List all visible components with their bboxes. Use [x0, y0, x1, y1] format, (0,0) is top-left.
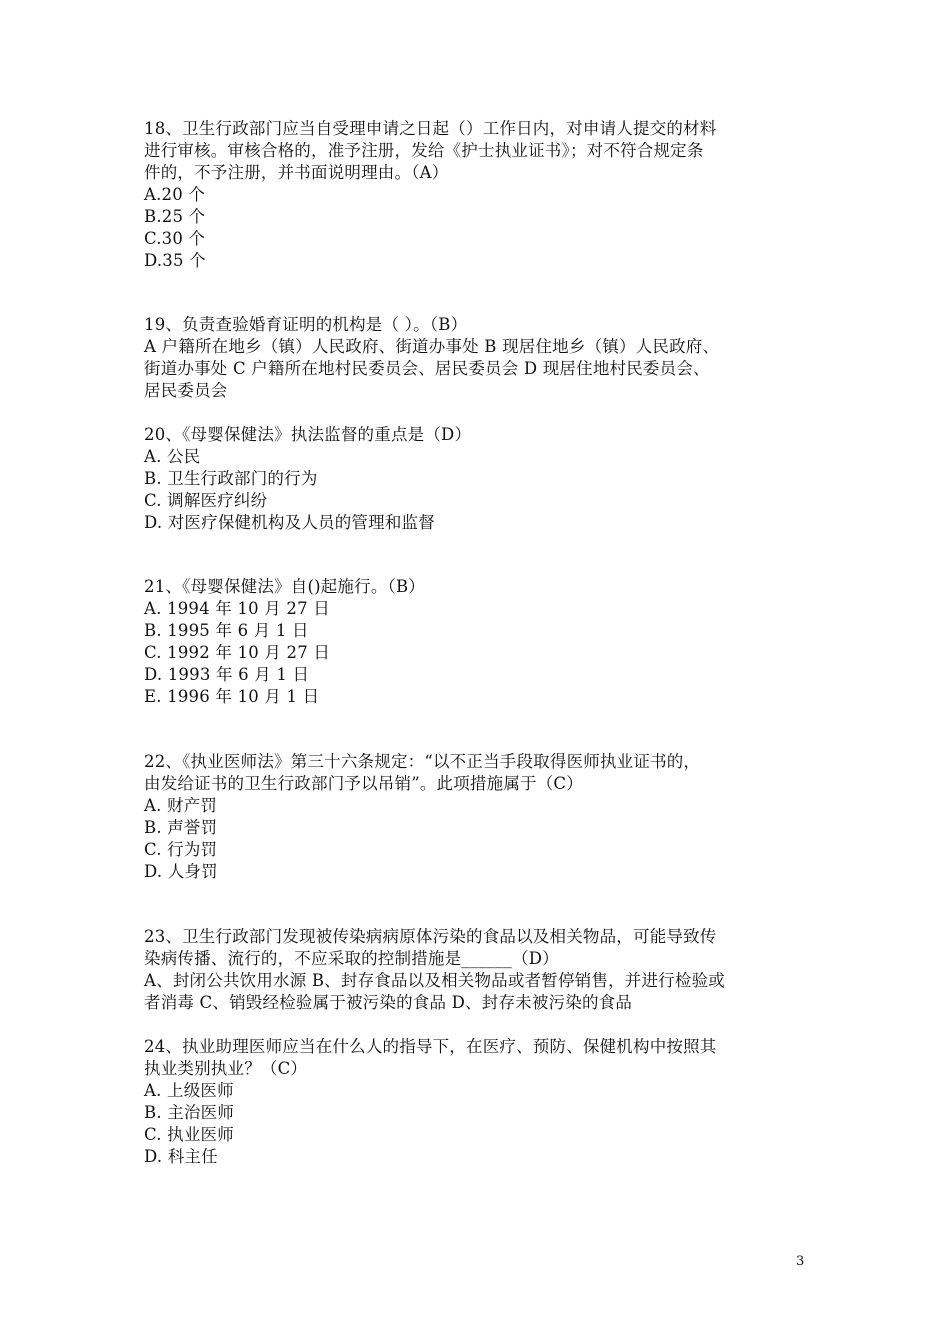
- option-d: D. 人身罚: [144, 862, 218, 881]
- option-e: E. 1996 年 10 月 1 日: [144, 687, 320, 706]
- question-stem-line: 由发给证书的卫生行政部门予以吊销”。此项措施属于（C）: [144, 774, 583, 793]
- option-a: A.20 个: [144, 185, 206, 204]
- question-stem-line: 22、《执业医师法》第三十六条规定：“以不正当手段取得医师执业证书的，: [144, 752, 701, 771]
- option-c: C. 执业医师: [144, 1125, 234, 1144]
- option-b: B. 声誉罚: [144, 818, 218, 837]
- question-19: [144, 314, 824, 402]
- option-d: D. 对医疗保健机构及人员的管理和监督: [144, 513, 435, 532]
- options-line: 者消毒 C、销毁经检验属于被污染的食品 D、封存未被污染的食品: [144, 993, 633, 1012]
- option-a: A. 财产罚: [144, 796, 218, 815]
- question-20: [144, 424, 824, 534]
- option-c: C. 调解医疗纠纷: [144, 491, 268, 510]
- option-c: C. 行为罚: [144, 840, 218, 859]
- options-line: A、封闭公共饮用水源 B、封存食品以及相关物品或者暂停销售，并进行检验或: [144, 971, 725, 990]
- option-a: A. 公民: [144, 447, 201, 466]
- options-line: A 户籍所在地乡（镇）人民政府、街道办事处 B 现居住地乡（镇）人民政府、: [144, 337, 720, 356]
- question-stem-line: 24、执业助理医师应当在什么人的指导下，在医疗、预防、保健机构中按照其: [144, 1037, 717, 1056]
- question-stem-line: 20、《母婴保健法》执法监督的重点是（D）: [144, 425, 472, 444]
- option-b: B. 主治医师: [144, 1103, 235, 1122]
- question-stem-line: 18、卫生行政部门应当自受理申请之日起（）工作日内，对申请人提交的材料: [144, 119, 717, 138]
- question-24: [144, 1036, 824, 1168]
- question-21: [144, 576, 824, 708]
- option-d: D. 1993 年 6 月 1 日: [144, 665, 310, 684]
- question-stem-line: 执业类别执业？（C）: [144, 1059, 308, 1078]
- page-number: 3: [796, 1254, 805, 1269]
- option-c: C.30 个: [144, 229, 206, 248]
- option-a: A. 1994 年 10 月 27 日: [144, 599, 330, 618]
- question-stem-line: 进行审核。审核合格的，准予注册，发给《护士执业证书》；对不符合规定条: [144, 141, 704, 160]
- question-stem-line: 21、《母婴保健法》自()起施行。（B）: [144, 577, 425, 596]
- option-b: B. 卫生行政部门的行为: [144, 469, 318, 488]
- option-d: D. 科主任: [144, 1147, 218, 1166]
- option-a: A. 上级医师: [144, 1081, 234, 1100]
- question-23: [144, 926, 824, 1014]
- options-line: 居民委员会: [144, 381, 228, 400]
- question-18: [144, 118, 824, 272]
- option-b: B. 1995 年 6 月 1 日: [144, 621, 309, 640]
- option-b: B.25 个: [144, 207, 206, 226]
- question-stem-line: 染病传播、流行的，不应采取的控制措施是______（D）: [144, 949, 559, 968]
- option-d: D.35 个: [144, 251, 206, 270]
- options-line: 街道办事处 C 户籍所在地村民委员会、居民委员会 D 现居住地村民委员会、: [144, 359, 710, 378]
- question-stem-line: 件的，不予注册，并书面说明理由。（A）: [144, 163, 449, 182]
- question-stem-line: 19、负责查验婚育证明的机构是（ ）。（B）: [144, 315, 468, 334]
- option-c: C. 1992 年 10 月 27 日: [144, 643, 331, 662]
- question-22: [144, 751, 824, 883]
- question-stem-line: 23、卫生行政部门发现被传染病病原体污染的食品以及相关物品，可能导致传: [144, 927, 717, 946]
